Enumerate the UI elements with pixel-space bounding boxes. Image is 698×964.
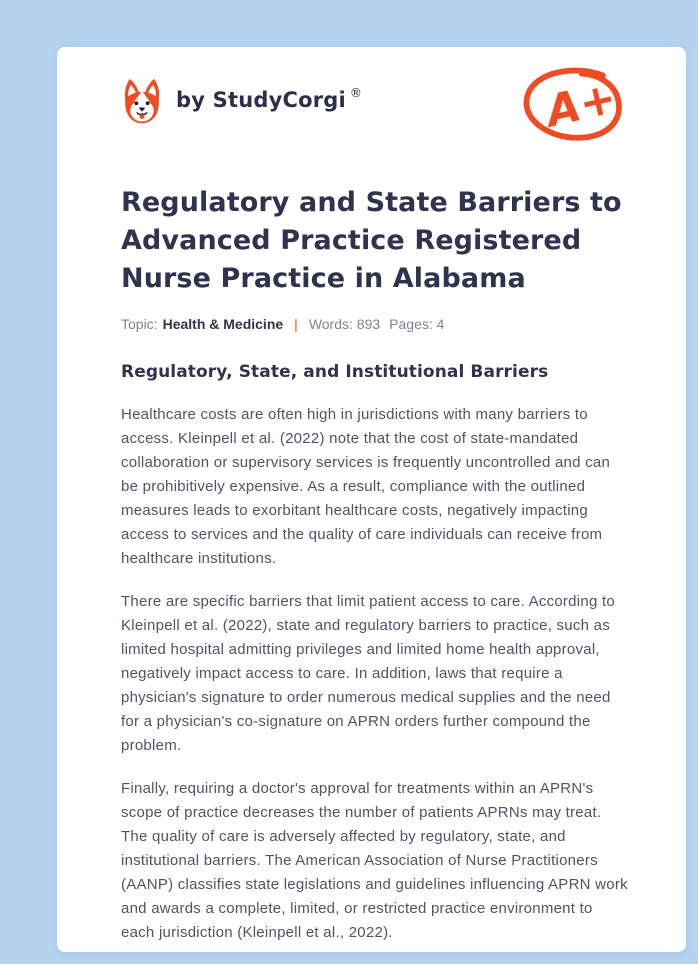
topic-link[interactable]: Health & Medicine [162,316,284,332]
a-plus-badge [520,65,628,144]
section-heading: Regulatory, State, and Institutional Barriers [121,362,549,382]
paragraph: There are specific barriers that limit patient access to care. According to Kleinpell et al. (2022), state and regulatory barriers to practice, such as limited hospital admitting privileges and limited home health approval, negatively impact access to care. In addition, laws that require a physician's signature to order numerous medical supplies and the need for a physician's co-signature on APRN orders further compound the problem. [121,593,615,754]
meta-separator: | [294,316,298,332]
topic-label: Topic: [121,316,158,332]
document-card [57,47,686,952]
title-line: Advanced Practice Registered [121,225,582,256]
article-meta [121,314,628,334]
studycorgi-logo[interactable] [121,78,362,125]
corgi-icon [121,78,163,125]
registered-trademark: ® [349,85,363,100]
page-title [121,184,628,298]
logo-wordmark: by StudyCorgi ® [176,85,363,112]
word-count: Words: 893 [308,316,381,332]
paragraph: Finally, requiring a doctor's approval for treatments within an APRN's scope of practice decreases the number of patients APRNs may treat. The quality of care is adversely affected by regulatory, state, and institutional barriers. The American Association of Nurse Practitioners (AANP) classifies state legislations and guidelines influencing APRN work and awards a complete, limited, or restricted practice environment to each jurisdiction (Kleinpell et al., 2022). [121,780,628,941]
article-body [121,403,628,945]
grade-label: A+ [541,73,622,138]
page-count: Pages: 4 [389,316,445,332]
title-line: Regulatory and State Barriers to [121,187,622,218]
title-line: Nurse Practice in Alabama [121,263,526,294]
card-header [121,73,628,144]
paragraph: Healthcare costs are often high in jurisdictions with many barriers to access. Kleinpell et al. (2022) note that the cost of state-mandated collaboration or supervisory services is frequently uncontrolled and can be prohibitively expensive. As a result, compliance with the outlined measures leads to exorbitant healthcare costs, negatively impacting access to services and the quality of care individuals can receive from healthcare institutions. [121,406,611,567]
